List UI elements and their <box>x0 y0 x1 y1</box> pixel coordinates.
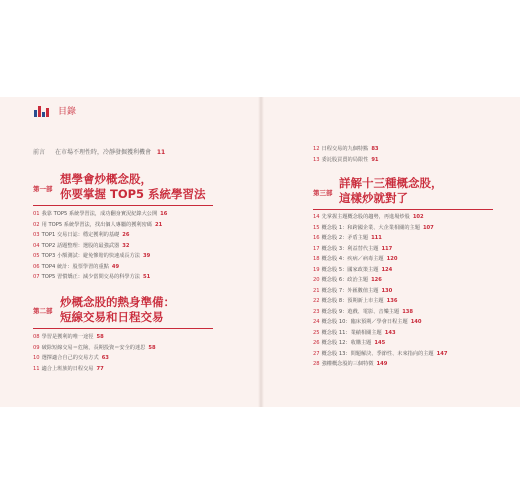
entry-number: 18 <box>313 256 320 262</box>
entry-page: 91 <box>371 156 379 163</box>
entry-page: 26 <box>122 232 130 238</box>
entry-page: 111 <box>371 235 382 241</box>
part3-title-line1: 詳解十三種概念股， <box>339 176 443 190</box>
part3-entry[interactable] <box>313 233 447 244</box>
entry-number: 03 <box>33 232 40 238</box>
part2-divider <box>33 328 213 329</box>
entry-title: 概念股 7：外匯數值主題 <box>321 287 379 294</box>
entry-title: 強權概念股的三個特徵 <box>321 361 374 367</box>
entry-title: 概念股 6：政治主題 <box>321 277 369 283</box>
entry-number: 09 <box>33 344 40 351</box>
entry-page: 32 <box>122 242 130 249</box>
entry-title: 先掌握主題概念股的趨勢，再進場炒股 <box>321 214 410 220</box>
part1-entry[interactable] <box>33 262 167 273</box>
entry-number: 15 <box>313 224 320 231</box>
entry-page: 58 <box>148 344 156 351</box>
entry-title: 概念股 1：和跨國企業、大企業相關的主題 <box>321 224 420 231</box>
entry-title: 適合上班族的日程交易 <box>41 365 94 372</box>
entry-title: 概念股 4：疾病／病毒主題 <box>321 256 384 262</box>
entry-number: 08 <box>33 334 40 340</box>
entry-number: 24 <box>313 319 320 325</box>
part1-title-line2: 你要掌握 TOP5 系統學習法 <box>60 187 206 201</box>
entry-page: 117 <box>381 245 393 252</box>
part2-title-line2: 短線交易和日程交易 <box>60 310 164 324</box>
entry-title: 選擇適合自己的交易方式 <box>41 355 99 361</box>
entry-number: 11 <box>33 365 40 372</box>
part3-title-line2: 這樣炒就對了 <box>339 191 408 205</box>
right-top-entry[interactable] <box>313 144 379 155</box>
part1-label: 第一部 <box>33 185 53 193</box>
entry-number: 02 <box>33 221 40 228</box>
part1-entry[interactable] <box>33 241 167 252</box>
preface-text: 在市場不理性時，冷靜發掘獲利機會 <box>54 149 151 156</box>
part1-entry[interactable] <box>33 230 167 241</box>
right-top-list <box>313 144 379 165</box>
entry-page: 124 <box>381 266 393 273</box>
entry-number: 19 <box>313 266 320 273</box>
entry-title: TOP4 統計：股票學習的重點 <box>41 263 109 270</box>
preface-entry[interactable] <box>33 147 165 156</box>
part1-entry[interactable] <box>33 220 167 231</box>
entry-number: 27 <box>313 350 320 357</box>
entry-number: 05 <box>33 253 40 259</box>
part1-list <box>33 209 167 283</box>
part3-entry[interactable] <box>313 307 447 318</box>
entry-number: 14 <box>313 214 320 220</box>
candlestick-chart-icon <box>34 103 54 117</box>
part3-entry[interactable] <box>313 359 447 370</box>
part2-entry[interactable] <box>33 364 156 375</box>
entry-page: 58 <box>96 334 104 340</box>
entry-page: 77 <box>96 365 104 372</box>
entry-title: 概念股 5：國家政策主題 <box>321 266 379 273</box>
entry-title: 概念股 3：利益替代主題 <box>321 245 379 252</box>
part1-divider <box>33 205 213 206</box>
part3-entry[interactable] <box>313 349 447 360</box>
entry-title: 用 TOP5 系統學習法，找出個人專屬的獲利密碼 <box>41 221 152 228</box>
entry-title: 委託股買賣的局限性 <box>321 156 369 163</box>
part3-list <box>313 212 447 370</box>
entry-number: 26 <box>313 340 320 346</box>
part2-list <box>33 332 156 374</box>
part1-entry[interactable] <box>33 209 167 220</box>
part1-entry[interactable] <box>33 272 167 283</box>
entry-number: 12 <box>313 146 320 152</box>
right-top-entry[interactable] <box>313 155 379 166</box>
part3-entry[interactable] <box>313 212 447 223</box>
entry-page: 140 <box>410 319 422 325</box>
toc-title: 目錄 <box>58 107 77 117</box>
entry-page: 102 <box>412 214 424 220</box>
entry-page: 107 <box>422 224 434 231</box>
entry-title: 概念股 13：問題解決、季節性、未來指向的主題 <box>321 350 434 357</box>
part2-entry[interactable] <box>33 332 156 343</box>
entry-title: 學習是獲利的唯一途徑 <box>41 334 94 340</box>
book-spine-crease <box>258 97 264 407</box>
entry-title: 日程交易的九個特點 <box>321 146 369 152</box>
entry-number: 04 <box>33 242 40 249</box>
part3-entry[interactable] <box>313 275 447 286</box>
part2-title-line1: 炒概念股的熱身準備： <box>60 295 175 309</box>
preface-label: 前言 <box>33 149 46 156</box>
entry-title: TOP2 話題整理：選股的最強武器 <box>41 242 120 249</box>
entry-page: 83 <box>371 146 379 152</box>
part3-entry[interactable] <box>313 244 447 255</box>
entry-title: 破除短線交易＝危險，長期投資＝安全的迷思 <box>41 344 146 351</box>
part3-entry[interactable] <box>313 286 447 297</box>
entry-page: 51 <box>142 274 151 280</box>
entry-page: 120 <box>386 256 398 262</box>
part2-entry[interactable] <box>33 343 156 354</box>
entry-number: 25 <box>313 329 320 336</box>
entry-page: 149 <box>376 361 388 367</box>
entry-title: TOP5 習慣矯正：減少當問交易的科學方法 <box>41 274 140 280</box>
entry-page: 21 <box>154 221 163 228</box>
part3-entry[interactable] <box>313 254 447 265</box>
part1-title-line1: 想學會炒概念股， <box>60 172 152 186</box>
part3-divider <box>313 209 493 210</box>
entry-number: 06 <box>33 263 40 270</box>
part1-entry[interactable] <box>33 251 167 262</box>
part3-entry[interactable] <box>313 338 447 349</box>
entry-number: 20 <box>313 277 320 283</box>
part3-entry[interactable] <box>313 328 447 339</box>
entry-title: 概念股 2：矛盾主題 <box>321 235 369 241</box>
entry-title: 概念股 8：預期新上市主題 <box>321 298 384 304</box>
part3-entry[interactable] <box>313 265 447 276</box>
entry-page: 49 <box>111 263 120 270</box>
entry-page: 138 <box>402 308 414 315</box>
part3-entry[interactable] <box>313 223 447 234</box>
entry-number: 13 <box>313 156 320 163</box>
entry-page: 145 <box>374 340 386 346</box>
entry-title: TOP1 交易日誌：穩定獲利的基礎 <box>41 232 120 238</box>
entry-number: 10 <box>33 355 40 361</box>
entry-page: 126 <box>371 277 382 283</box>
part3-entry[interactable] <box>313 317 447 328</box>
entry-page: 143 <box>384 329 396 336</box>
entry-number: 16 <box>313 235 320 241</box>
preface-page: 11 <box>156 149 166 156</box>
entry-title: 概念股 11：業績相關主題 <box>321 329 382 336</box>
entry-page: 39 <box>142 253 151 259</box>
entry-page: 16 <box>160 211 168 217</box>
entry-number: 01 <box>33 211 40 217</box>
entry-number: 23 <box>313 308 320 315</box>
entry-page: 130 <box>381 287 393 294</box>
entry-page: 136 <box>386 298 398 304</box>
entry-number: 17 <box>313 245 320 252</box>
entry-page: 147 <box>436 350 448 357</box>
entry-number: 28 <box>313 361 320 367</box>
part2-entry[interactable] <box>33 353 156 364</box>
entry-page: 63 <box>101 355 109 361</box>
entry-title: 我靠 TOP5 系統學習法，成功翻身實況紀錄大公開 <box>41 211 158 217</box>
entry-number: 22 <box>313 298 320 304</box>
entry-number: 07 <box>33 274 40 280</box>
entry-number: 21 <box>313 287 320 294</box>
entry-title: 概念股 12：收購主題 <box>321 340 372 346</box>
entry-title: TOP3 小額測試：避免慘賠的快速成長方法 <box>41 253 140 259</box>
part3-label: 第三部 <box>313 189 333 197</box>
part3-entry[interactable] <box>313 296 447 307</box>
part2-label: 第二部 <box>33 307 53 315</box>
entry-title: 概念股 10：臨床預期／學會日程主題 <box>321 319 408 325</box>
entry-title: 概念股 9：遊戲、電影、音樂主題 <box>321 308 400 315</box>
